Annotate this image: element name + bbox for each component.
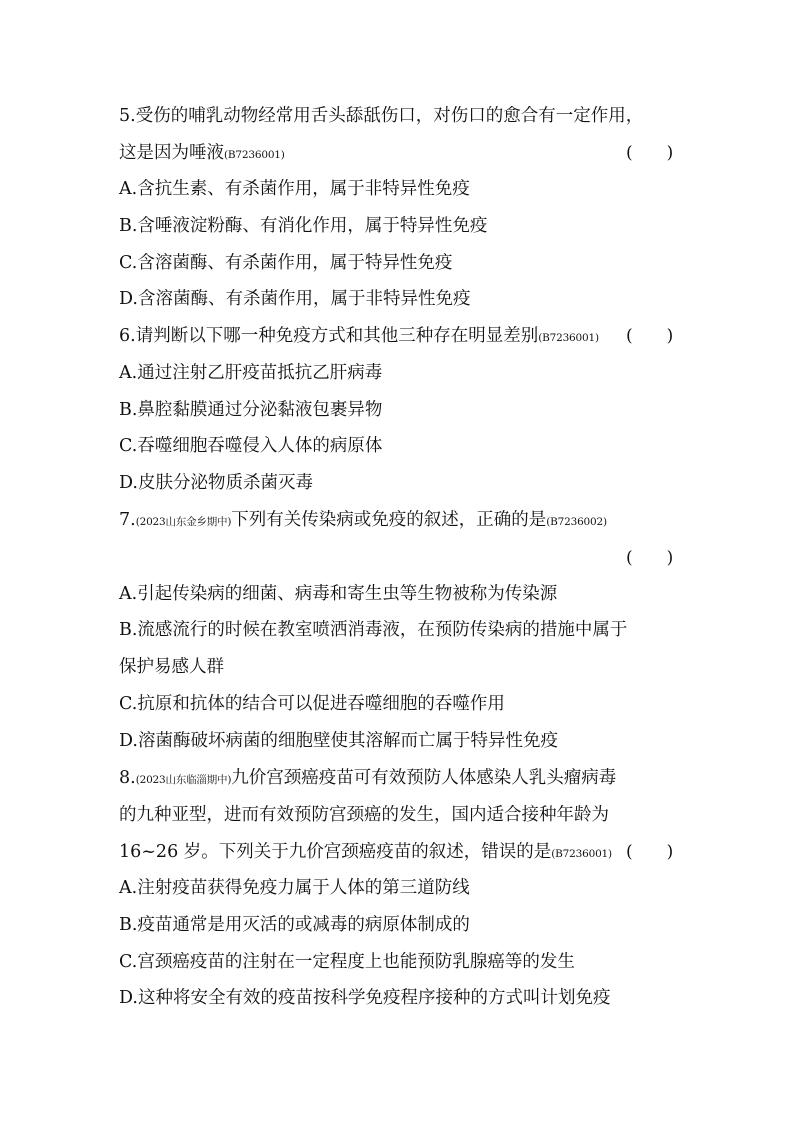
answer-blank-q5: ( ) xyxy=(626,143,674,163)
question-8-option-d: D.这种将安全有效的疫苗按科学免疫程序接种的方式叫计划免疫 xyxy=(119,988,611,1008)
question-8-option-c: C.宫颈癌疫苗的注射在一定程度上也能预防乳腺癌等的发生 xyxy=(119,952,575,972)
question-5-stem-line2: 这是因为唾液(B7236001) xyxy=(119,143,285,163)
question-8-option-a: A.注射疫苗获得免疫力属于人体的第三道防线 xyxy=(119,878,470,898)
question-5-option-b: B.含唾液淀粉酶、有消化作用，属于特异性免疫 xyxy=(119,216,488,236)
question-5-stem-line1: 5.受伤的哺乳动物经常用舌头舔舐伤口，对伤口的愈合有一定作用， xyxy=(119,106,644,126)
question-code: (B7236001) xyxy=(224,149,285,161)
question-6-option-c: C.吞噬细胞吞噬侵入人体的病原体 xyxy=(119,436,383,456)
question-5-option-a: A.含抗生素、有杀菌作用，属于非特异性免疫 xyxy=(119,179,470,199)
question-5-option-c: C.含溶菌酶、有杀菌作用，属于特异性免疫 xyxy=(119,253,453,273)
answer-blank-q7: ( ) xyxy=(626,548,674,568)
question-6-option-b: B.鼻腔黏膜通过分泌黏液包裹异物 xyxy=(119,400,383,420)
question-7-option-b: B.流感流行的时候在教室喷洒消毒液，在预防传染病的措施中属于 xyxy=(119,620,628,640)
question-6-option-a: A.通过注射乙肝疫苗抵抗乙肝病毒 xyxy=(119,363,383,383)
question-code: (B7236001) xyxy=(538,332,599,344)
question-6-option-d: D.皮肤分泌物质杀菌灭毒 xyxy=(119,473,313,493)
question-code: (B7236002) xyxy=(546,516,607,528)
answer-blank-q6: ( ) xyxy=(626,326,674,346)
question-7-option-a: A.引起传染病的细菌、病毒和寄生虫等生物被称为传染源 xyxy=(119,584,558,604)
question-5-option-d: D.含溶菌酶、有杀菌作用，属于非特异性免疫 xyxy=(119,289,471,309)
question-8-option-b: B.疫苗通常是用灭活的或减毒的病原体制成的 xyxy=(119,915,470,935)
question-8-stem-line2: 的九种亚型，进而有效预防宫颈癌的发生，国内适合接种年龄为 xyxy=(119,805,609,825)
question-8-stem-line1: 8.(2023山东临淄期中)九价宫颈癌疫苗可有效预防人体感染人乳头瘤病毒 xyxy=(119,768,617,788)
question-source: (2023山东临淄期中) xyxy=(135,774,232,786)
question-7-option-d: D.溶菌酶破坏病菌的细胞壁使其溶解而亡属于特异性免疫 xyxy=(119,731,558,751)
answer-blank-q8: ( ) xyxy=(626,842,674,862)
question-7-option-b-cont: 保护易感人群 xyxy=(119,657,224,677)
question-8-stem-line3: 16~26 岁。下列关于九价宫颈癌疫苗的叙述，错误的是(B7236001) xyxy=(119,842,612,862)
question-7-option-c: C.抗原和抗体的结合可以促进吞噬细胞的吞噬作用 xyxy=(119,694,505,714)
question-6-stem: 6.请判断以下哪一种免疫方式和其他三种存在明显差别(B7236001) xyxy=(119,326,599,346)
question-source: (2023山东金乡期中) xyxy=(135,516,232,528)
question-7-stem: 7.(2023山东金乡期中)下列有关传染病或免疫的叙述，正确的是(B7236002) xyxy=(119,510,607,530)
question-code: (B7236001) xyxy=(551,848,612,860)
